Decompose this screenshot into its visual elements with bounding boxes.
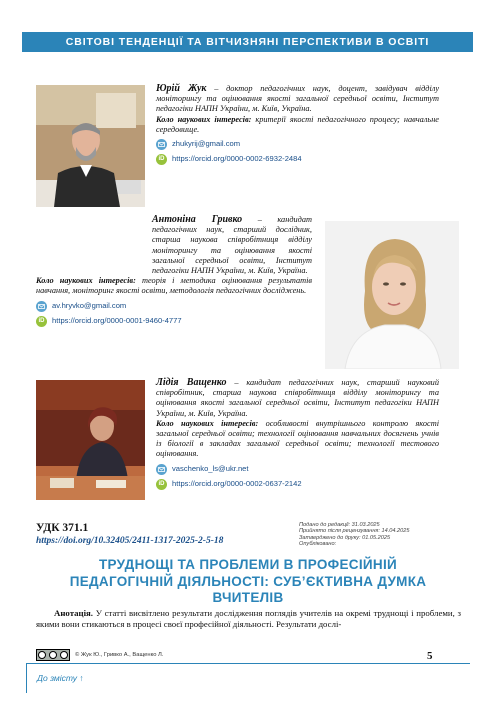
section-banner: СВІТОВІ ТЕНДЕНЦІЇ ТА ВІТЧИЗНЯНІ ПЕРСПЕКТИВИ В ОСВІТІ — [22, 32, 473, 52]
author-name: Антоніна Гривко — [152, 214, 243, 225]
mail-icon — [156, 139, 167, 150]
author-name: Лідія Ващенко — [156, 377, 227, 388]
author-photo-vashchenko — [36, 380, 145, 500]
email-contact — [156, 464, 439, 475]
author-credentials: – доктор педагогічних наук, доцент, завідувач відділу моніторингу та оцінювання якості загальної середньої освіти, Інститут педагогіки НАПН України, м. Київ, Україна. — [156, 84, 439, 114]
title-line: ПЕДАГОГІЧНІЙ ДІЯЛЬНОСТІ: СУБ’ЄКТИВНА ДУМКА — [69, 573, 427, 589]
orcid-link[interactable]: https://orcid.org/0000-0001-9460-4777 — [52, 316, 182, 326]
date-published: Опубліковано: — [299, 541, 337, 548]
author-photo-hryvko — [325, 221, 459, 369]
author-interests: особливості внутрішнього контролю якості загальної середньої освіти; технології оцінювання навчальних досягнень учнів із біології в закладах загальної середньої освіти; технології тестового оцінювання. — [156, 418, 439, 459]
email-contact — [156, 139, 439, 150]
submission-dates — [299, 522, 410, 548]
email-link[interactable]: zhukyrij@gmail.com — [172, 139, 241, 149]
title-line: ТРУДНОЩІ ТА ПРОБЛЕМИ В ПРОФЕСІЙНІЙ — [98, 557, 398, 572]
orcid-contact — [36, 316, 312, 327]
article-title — [40, 557, 456, 607]
orcid-contact — [156, 154, 439, 165]
author-photo-zhuk — [36, 85, 145, 207]
author-credentials: – кандидат педагогічних наук, старший науковий співробітник, старша наукова співробітниця відділу моніторингу та оцінювання якості загальної середньої освіти, Інститут педагогіки НАПН України, м. Київ, Україна. — [156, 378, 439, 418]
license — [36, 649, 163, 661]
interests-label: Коло наукових інтересів: — [36, 276, 136, 286]
date-submitted: Подано до редакції: 31.03.2025 — [299, 522, 380, 528]
copyright-text: © Жук Ю., Гривко А., Ващенко Л. — [75, 652, 164, 658]
interests-label: Коло наукових інтересів: — [156, 114, 252, 124]
page-number: 5 — [427, 650, 433, 662]
email-link[interactable]: av.hryvko@gmail.com — [52, 301, 127, 311]
author-interests: теорія і методика оцінювання результатів навчання, моніторинг якості освіти, методологія педагогічних досліджень. — [36, 276, 312, 296]
footer-side-rule — [26, 663, 27, 693]
date-approved: Затверджено до друку: 01.05.2025 — [299, 534, 391, 541]
orcid-link[interactable]: https://orcid.org/0000-0002-0637-2142 — [172, 479, 302, 489]
author-bio-vashchenko — [156, 378, 439, 490]
cc-license-icon[interactable] — [36, 649, 70, 661]
email-contact — [36, 301, 312, 312]
abstract — [36, 608, 461, 629]
author-interests: критерії якості педагогічного процесу; навчальне середовище. — [156, 114, 439, 134]
author-bio-zhuk — [156, 84, 439, 165]
author-name: Юрій Жук — [156, 83, 207, 94]
abstract-text: У статті висвітлено результати дослідження поглядів учителів на окремі труднощі і проблеми, з якими вони стикаються в процесі своєї професійної діяльності. Результати дослі- — [36, 608, 461, 629]
author-bio-hryvko — [36, 215, 312, 327]
orcid-contact — [156, 479, 439, 490]
orcid-icon: iD — [156, 479, 167, 490]
mail-icon — [36, 301, 47, 312]
abstract-label: Анотація. — [54, 608, 94, 618]
orcid-link[interactable]: https://orcid.org/0000-0002-6932-2484 — [172, 154, 302, 164]
udk-code: УДК 371.1 — [36, 522, 89, 534]
toc-link[interactable]: До змісту ↑ — [37, 673, 84, 683]
email-link[interactable]: vaschenko_ls@ukr.net — [172, 464, 249, 474]
doi-link[interactable]: https://doi.org/10.32405/2411-1317-2025-2-5-18 — [36, 536, 224, 546]
author-credentials: – кандидат педагогічних наук, старший дослідник, старша наукова співробітниця відділу моніторингу та оцінювання якості загальної середньої освіти, Інститут педагогіки НАПН України, м. Київ, Україна. — [152, 215, 313, 276]
interests-label: Коло наукових інтересів: — [156, 418, 259, 428]
date-accepted: Прийнято після рецензування: 14.04.2025 — [299, 528, 410, 535]
mail-icon — [156, 464, 167, 475]
orcid-icon: iD — [156, 154, 167, 165]
footer-divider — [26, 663, 470, 664]
orcid-icon: iD — [36, 316, 47, 327]
title-line: ВЧИТЕЛІВ — [212, 590, 284, 605]
